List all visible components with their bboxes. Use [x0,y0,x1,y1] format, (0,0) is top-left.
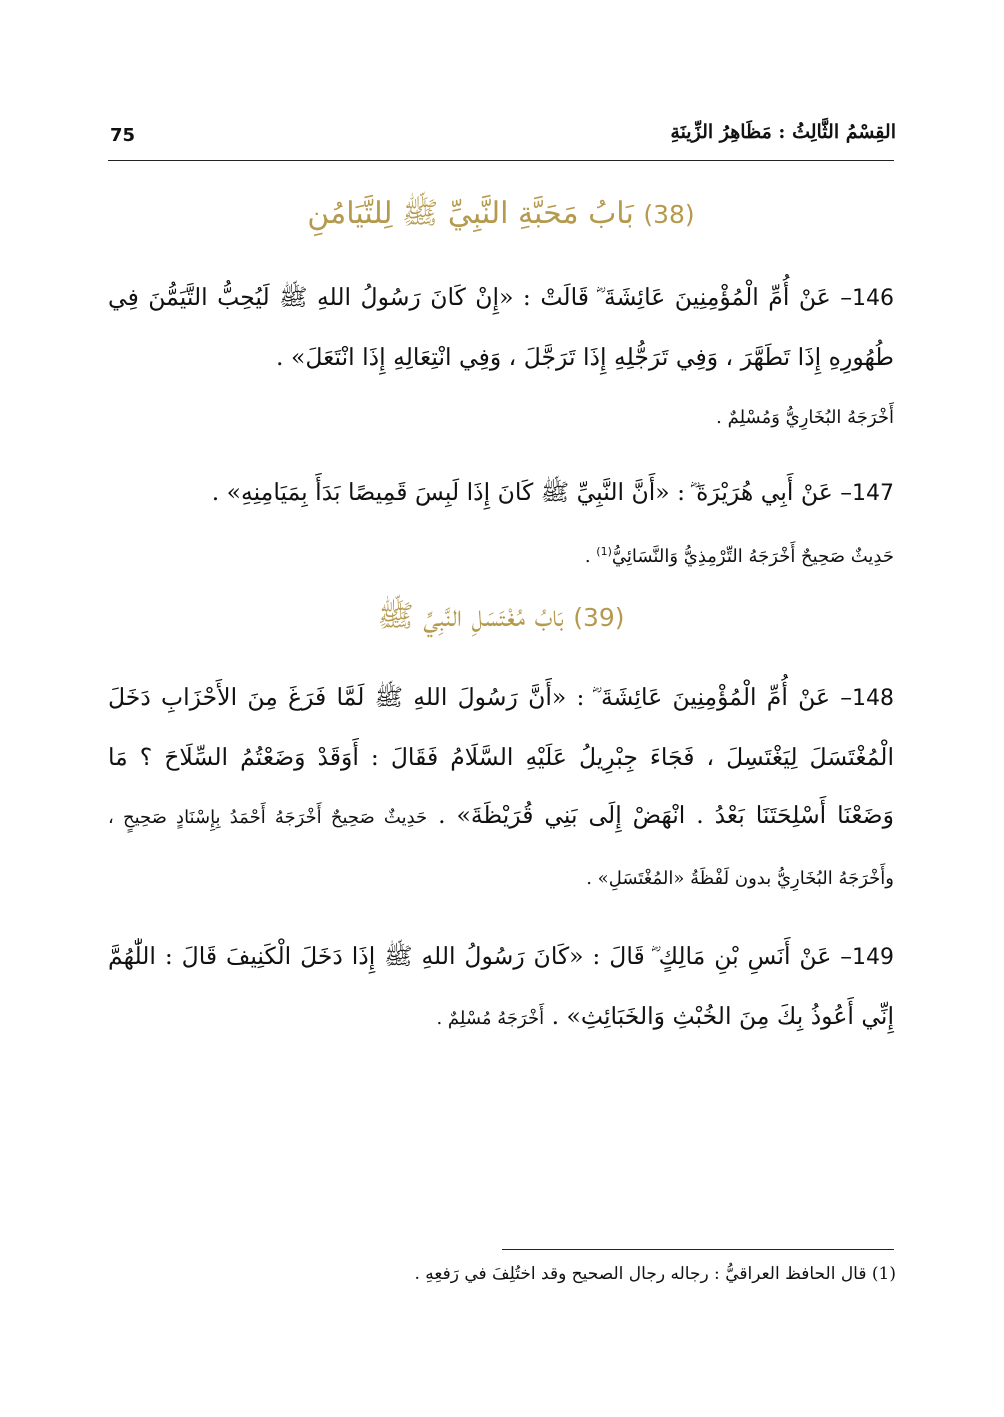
footnote-marker: (1) [871,1264,896,1284]
footnote-rule [502,1249,894,1250]
hadith-grading [585,546,894,567]
hadith-text: – عَنْ أُمِّ الْمُؤْمِنِينَ عَائِشَةَ ؓ : «أَنَّ رَسُولَ اللهِ ﷺ لَمَّا فَرَغَ مِنَ الأَحْزَابِ دَخَلَ الْمُغْتَسَلَ لِيَغْتَسِلَ ، فَجَاءَ جِبْرِيلُ عَلَيْهِ السَّلَامُ فَقَالَ : أَوَقَدْ وَضَعْتُمُ السِّلَاحَ ؟ مَا وَضَعْنَا أَسْلِحَتَنَا بَعْدُ . انْهَضْ إِلَى بَنِي قُرَيْظَةَ» . [108,683,894,829]
section-title-text: بَابُ مُغْتَسَلِ النَّبِيِّ ﷺ [377,599,564,634]
footnote-text: قال الحافظ العراقيُّ : رجاله رجال الصحيح وقد اختُلِفَ في رَفعِهِ . [414,1264,867,1284]
hadith-grading: أَخْرَجَهُ مُسْلِمٌ . [436,1008,545,1029]
section-title-39 [108,598,894,641]
hadith-146 [108,268,894,447]
header-rule [108,160,894,161]
hadith-number: 147 [852,481,894,506]
running-head: القِسْمُ الثَّالِثُ : مَظَاهِرُ الزِّينَةِ [670,121,896,143]
footnote-reference[interactable]: (1) [596,545,612,558]
hadith-grading-end: . [584,546,597,567]
hadith-text: – عَنْ أُمِّ الْمُؤْمِنِينَ عَائِشَةَ ؓ قَالَتْ : «إِنْ كَانَ رَسُولُ اللهِ ﷺ لَيُحِبُّ التَّيَمُّنَ فِي طُهُورِهِ إِذَا تَطَهَّرَ ، وَفِي تَرَجُّلِهِ إِذَا تَرَجَّلَ ، وَفِي انْتِعَالِهِ إِذَا انْتَعَلَ» . [108,283,894,371]
hadith-number: 149 [852,945,894,970]
hadith-149 [108,927,894,1048]
page-number: 75 [110,125,136,146]
section-title-38 [108,195,894,238]
section-number: (38) [643,200,695,229]
hadith-grading: أَخْرَجَهُ البُخَارِيُّ وَمُسْلِمٌ . [716,407,894,428]
hadith-grading-text: حَدِيثٌ صَحِيحٌ أَخْرَجَهُ التِّرْمِذِيُّ وَالنَّسَائِيُّ [611,546,894,567]
section-number: (39) [573,603,625,632]
hadith-text: – عَنْ أَنَسِ بْنِ مَالِكٍ ؓ قَالَ : «كَانَ رَسُولُ اللهِ ﷺ إِذَا دَخَلَ الْكَنِيفَ قَالَ : اللّٰهُمَّ إِنِّي أَعُوذُ بِكَ مِنَ الخُبْثِ وَالخَبَائِثِ» . [108,942,894,1030]
hadith-number: 148 [852,686,894,711]
section-title-text: بَابُ مَحَبَّةِ النَّبِيِّ ﷺ لِلتَّيَامُنِ [307,196,634,231]
hadith-grading: حَدِيثٌ صَحِيحٌ أَخْرَجَهُ أَحْمَدُ بِإِسْنَادٍ صَحِيحٍ ، وأَخْرَجَهُ البُخَارِيُّ بدون لَفْظَةُ «المُغْتَسَلِ» . [108,807,894,889]
hadith-text: – عَنْ أَبِي هُرَيْرَةَ ؓ : «أَنَّ النَّبِيِّ ﷺ كَانَ إِذَا لَبِسَ قَمِيصًا بَدَأَ بِمَيَامِنِهِ» . [211,478,852,506]
hadith-148 [108,668,894,908]
hadith-147 [108,463,894,586]
footnote-1 [414,1264,896,1284]
hadith-number: 146 [852,286,894,311]
